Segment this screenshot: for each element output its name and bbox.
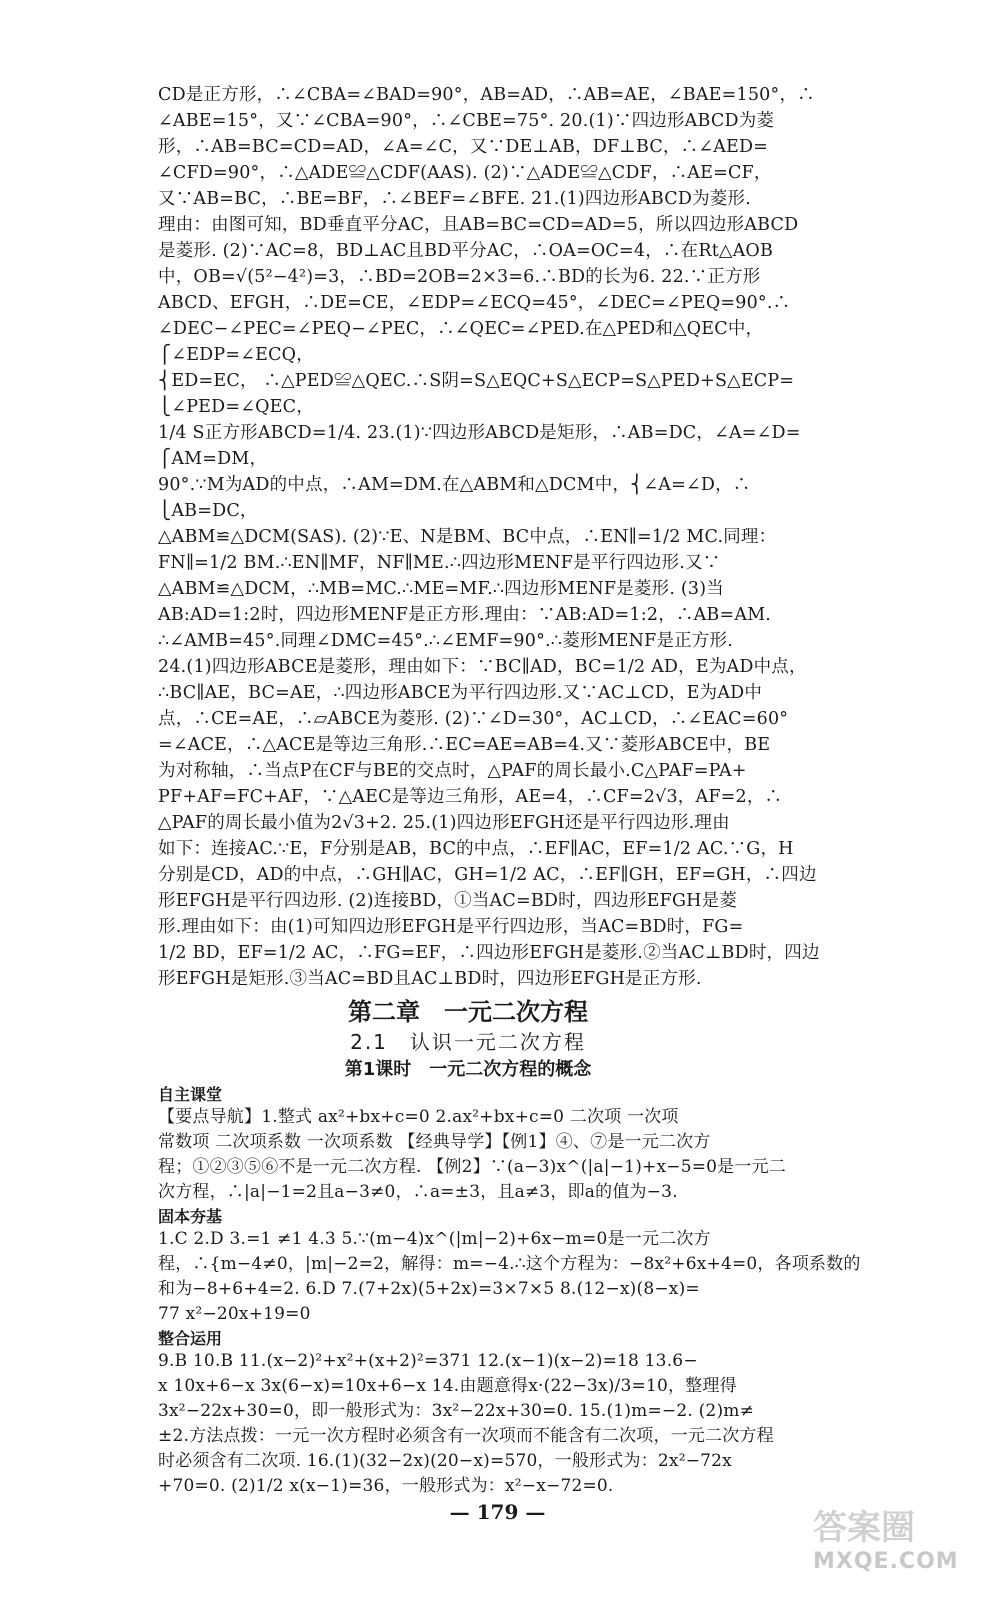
text-line: 是菱形. (2)∵AC=8，BD⊥AC且BD平分AC，∴OA=OC=4，∴在Rt△AOB (158, 241, 774, 261)
heading-zizhu-ketang: 自主课堂 (158, 1085, 223, 1104)
text-line: 【要点导航】1.整式 ax²+bx+c=0 2.ax²+bx+c=0 二次项 一次项 (158, 1107, 679, 1127)
text-line: FN∥=1/2 BM.∴EN∥MF，NF∥ME.∴四边形MENF是平行四边形.又∵ (158, 553, 721, 573)
text-line: 9.B 10.B 11.(x−2)²+x²+(x+2)²=371 12.(x−1)(x−2)=18 13.6− (158, 1351, 698, 1371)
text-line: ⎧∠EDP=∠ECQ， (158, 345, 314, 365)
text-line: ∴∠AMB=45°.同理∠DMC=45°.∴∠EMF=90°.∴菱形MENF是正方形. (158, 631, 734, 651)
text-line: 3x²−22x+30=0，即一般形式为：3x²−22x+30=0. 15.(1)m=−2. (2)m≠ (158, 1401, 755, 1421)
text-line: 程；①②③⑤⑥不是一元二次方程. 【例2】∵(a−3)x^(|a|−1)+x−5=0是一元二 (158, 1157, 786, 1177)
text-line: 90°.∵M为AD的中点，∴AM=DM.在△ABM和△DCM中，⎨∠A=∠D，∴ (158, 475, 751, 495)
chapter-title: 第二章 一元二次方程 (348, 998, 588, 1026)
text-line: ⎩∠PED=∠QEC， (158, 397, 314, 417)
text-line: =∠ACE，∴△ACE是等边三角形.∴EC=AE=AB=4.又∵菱形ABCE中，BE (158, 735, 771, 755)
text-line: PF+AF=FC+AF，∵△AEC是等边三角形，AE=4，∴CF=2√3，AF=2，∴ (158, 787, 783, 807)
text-line: 理由：由图可知，BD垂直平分AC，且AB=BC=CD=AD=5，所以四边形ABCD (158, 215, 799, 235)
watermark-url: MXQE.COM (813, 1549, 959, 1574)
text-line: 形，∴AB=BC=CD=AD，∠A=∠C，又∵DE⊥AB，DF⊥BC，∴∠AED= (158, 137, 769, 157)
text-line: +70=0. (2)1/2 x(x−1)=36，一般形式为：x²−x−72=0. (158, 1476, 614, 1496)
text-line: ⎩AB=DC， (158, 501, 258, 521)
text-line: AB:AD=1:2时，四边形MENF是正方形.理由：∵AB:AD=1:2，∴AB=AM. (158, 605, 772, 625)
text-line: 如下：连接AC.∵E，F分别是AB，BC的中点，∴EF∥AC，EF=1/2 AC.∵G，H (158, 839, 794, 859)
heading-guben-hangji: 固本夯基 (158, 1207, 223, 1226)
text-line: ⎧AM=DM， (158, 449, 268, 469)
watermark-logo: 答案圈 (813, 1508, 915, 1548)
text-line: △PAF的周长最小值为2√3+2. 25.(1)四边形EFGH还是平行四边形.理由 (158, 813, 730, 833)
text-line: 1.C 2.D 3.=1 ≠1 4.3 5.∵(m−4)x^(|m|−2)+6x−m=0是一元二次方 (158, 1229, 711, 1249)
text-line: 和为−8+6+4=2. 6.D 7.(7+2x)(5+2x)=3×7×5 8.(12−x)(8−x)= (158, 1279, 700, 1299)
text-line: 1/2 BD，EF=1/2 AC，∴FG=EF，∴四边形EFGH是菱形.②当AC⊥BD时，四边 (158, 943, 820, 963)
lesson-title: 第1课时 一元二次方程的概念 (344, 1059, 592, 1080)
text-line: CD是正方形，∴∠CBA=∠BAD=90°，AB=AD，∴AB=AE，∠BAE=150°，∴ (158, 85, 815, 105)
answer-text-part2 (158, 1084, 861, 1497)
text-line: 时必须含有二次项. 16.(1)(32−2x)(20−x)=570，一般形式为：2x²−72x (158, 1451, 732, 1471)
text-line: ∴BC∥AE，BC=AE，∴四边形ABCE为平行四边形.又∵AC⊥CD，E为AD中 (158, 683, 763, 703)
text-line: ABCD、EFGH，∴DE=CE，∠EDP=∠ECQ=45°，∠DEC=∠PEQ=90°.∴ (158, 293, 791, 313)
text-line: 点，∴CE=AE，∴▱ABCE为菱形. (2)∵∠D=30°，AC⊥CD，∴∠EAC=60° (158, 709, 789, 729)
text-line: 中，OB=√(5²−4²)=3，∴BD=2OB=2×3=6.∴BD的长为6. 22.∵正方形 (158, 267, 761, 287)
text-line: x 10x+6−x 3x(6−x)=10x+6−x 14.由题意得x·(22−3x)/3=10，整理得 (158, 1376, 737, 1396)
text-line: 常数项 二次项系数 一次项系数 【经典导学】【例1】④、⑦是一元二次方 (158, 1132, 711, 1152)
text-line: ⎨ED=EC， ∴△PED≌△QEC.∴S阴=S△EQC+S△ECP=S△PED+S△ECP= (158, 371, 795, 391)
text-line: 次方程，∴|a|−1=2且a−3≠0，∴a=±3，且a≠3，即a的值为−3. (158, 1182, 678, 1202)
text-line: 程，∴{m−4≠0，|m|−2=2，解得：m=−4.∴这个方程为：−8x²+6x+4=0，各项系数的 (158, 1254, 861, 1274)
text-line: 又∵AB=BC，∴BE=BF，∴∠BEF=∠BFE. 21.(1)四边形ABCD为菱形. (158, 189, 751, 209)
text-line: 形EFGH是矩形.③当AC=BD且AC⊥BD时，四边形EFGH是正方形. (158, 969, 702, 989)
text-line: 1/4 S正方形ABCD=1/4. 23.(1)∵四边形ABCD是矩形，∴AB=DC，∠A=∠D= (158, 423, 801, 443)
heading-zhenghe-yunyong: 整合运用 (158, 1329, 223, 1348)
text-line: △ABM≌△DCM(SAS). (2)∵E、N是BM、BC中点，∴EN∥=1/2 MC.同理： (158, 527, 777, 547)
answer-text-part1 (158, 84, 820, 990)
text-line: 为对称轴，∴当点P在CF与BE的交点时，△PAF的周长最小.C△PAF=PA+ (158, 761, 747, 781)
text-line: △ABM≌△DCM，∴MB=MC.∴ME=MF.∴四边形MENF是菱形. (3)当 (158, 579, 724, 599)
text-line: 24.(1)四边形ABCE是菱形，理由如下：∵BC∥AD，BC=1/2 AD，E为AD中点， (158, 657, 807, 677)
text-line: ∠ABE=15°，又∵∠CBA=90°，∴∠CBE=75°. 20.(1)∵四边形ABCD为菱 (158, 111, 775, 131)
answer-page (158, 84, 861, 1500)
text-line: 分别是CD，AD的中点，∴GH∥AC，GH=1/2 AC，∴EF∥GH，EF=GH，∴四边 (158, 865, 817, 885)
page-number: — 179 — (449, 1500, 546, 1524)
text-line: ∠CFD=90°，∴△ADE≌△CDF(AAS). (2)∵△ADE≌△CDF，∴AE=CF， (158, 163, 772, 183)
text-line: ∠DEC−∠PEC=∠PEQ−∠PEC，∴∠QEC=∠PED.在△PED和△QEC中， (158, 319, 764, 339)
watermark (813, 1500, 973, 1586)
text-line: 形.理由如下：由(1)可知四边形EFGH是平行四边形，当AC=BD时，FG= (158, 917, 744, 937)
section-title: 2.1 认识一元二次方程 (350, 1030, 586, 1054)
text-line: 77 x²−20x+19=0 (158, 1304, 311, 1324)
text-line: 形EFGH是平行四边形. (2)连接BD，①当AC=BD时，四边形EFGH是菱 (158, 891, 738, 911)
text-line: ±2.方法点拨：一元一次方程时必须含有一次项而不能含有二次项，一元二次方程 (158, 1426, 774, 1446)
